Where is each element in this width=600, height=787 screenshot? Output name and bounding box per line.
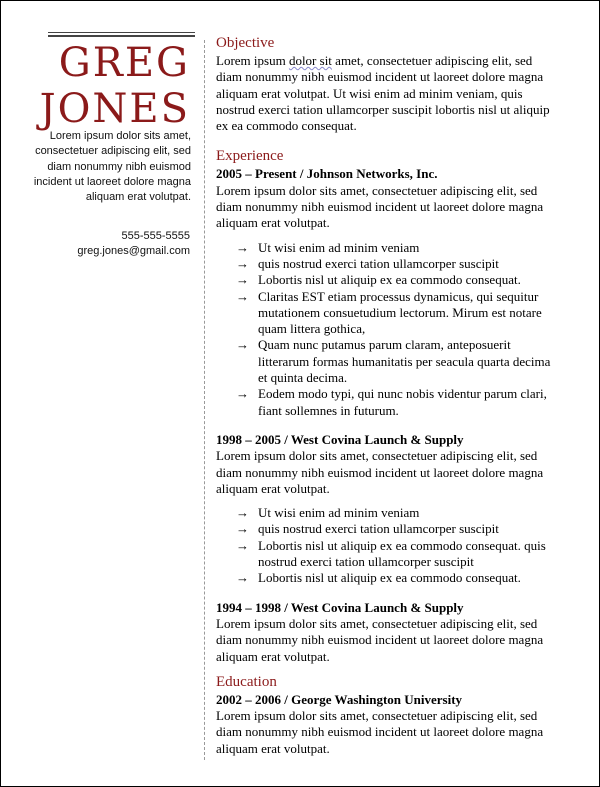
bullet-text: Ut wisi enim ad minim veniam (258, 505, 420, 521)
education-title: 2002 – 2006 / George Washington University (216, 691, 463, 707)
objective-text-start: Lorem ipsum (216, 53, 289, 68)
arrow-right-icon: → (236, 255, 249, 271)
arrow-right-icon: → (236, 386, 249, 402)
arrow-right-icon: → (236, 272, 249, 288)
bullet-item (216, 337, 556, 386)
bullet-text: Lobortis nisl ut aliquip ex ea commodo consequat. (258, 570, 521, 586)
bullet-item (216, 289, 556, 338)
phone-number: 555-555-5555 (121, 230, 190, 242)
objective-text (216, 53, 556, 134)
bullet-item (216, 240, 556, 256)
job-bullet-list (216, 505, 556, 586)
arrow-right-icon: → (236, 337, 249, 353)
education-heading: Education (216, 673, 277, 690)
bullet-text: Eodem modo typi, qui nunc nobis videntur parum clari, fiant sollemnes in futurum. (258, 386, 547, 418)
arrow-right-icon: → (236, 521, 249, 537)
bullet-text: Ut wisi enim ad minim veniam (258, 239, 420, 255)
main-column (216, 34, 556, 757)
bullet-item (216, 256, 556, 272)
bullet-item (216, 538, 556, 571)
job-bullet-list (216, 240, 556, 419)
job-description: Lorem ipsum dolor sits amet, consectetuer adipiscing elit, sed diam nonummy nibh euismod incident ut laoreet dolore magna aliquam erat volutpat. (216, 182, 544, 231)
job-title: 1998 – 2005 / West Covina Launch & Supply (216, 431, 464, 447)
header-rule-top (48, 32, 195, 33)
job-title: 1994 – 1998 / West Covina Launch & Supply (216, 599, 464, 615)
bullet-text: quis nostrud exerci tation ullamcorper suscipit (258, 255, 499, 271)
last-name: JONES (39, 86, 190, 132)
column-divider (204, 40, 205, 760)
experience-heading: Experience (216, 148, 284, 165)
arrow-right-icon: → (236, 505, 249, 521)
arrow-right-icon: → (236, 288, 249, 304)
job-description: Lorem ipsum dolor sits amet, consectetuer adipiscing elit, sed diam nonummy nibh euismod incident ut laoreet dolore magna aliquam erat volutpat. (216, 615, 544, 664)
bullet-item (216, 521, 556, 537)
profile-summary: Lorem ipsum dolor sits amet, consectetuer adipiscing elit, sed diam nonummy nibh euismod incident ut laoreet dolore magna aliquam erat volutpat. (33, 130, 191, 204)
header-rule-bottom (48, 35, 195, 37)
first-name: GREG (58, 40, 190, 86)
bullet-text: Lobortis nisl ut aliquip ex ea commodo consequat. (258, 272, 521, 288)
objective-heading: Objective (216, 35, 275, 51)
arrow-right-icon: → (236, 537, 249, 553)
bullet-text: quis nostrud exerci tation ullamcorper suscipit (258, 521, 499, 537)
job-title: 2005 – Present / Johnson Networks, Inc. (216, 166, 438, 182)
arrow-right-icon: → (236, 570, 249, 586)
bullet-text: Quam nunc putamus parum claram, anteposuerit litterarum formas humanitatis per seacula quarta decima et quinta decima. (258, 337, 551, 386)
objective-text-rest: amet, consectetuer adipiscing elit, sed diam nonummy nibh euismod incident ut laoreet dolore magna aliquam erat volutpat. Ut wisi enim ad minim veniam, quis nostrud exerci tation ullamcorper suscipit lobortis nisl ut aliquip ex ea commodo consequat. (216, 53, 550, 134)
bullet-item (216, 505, 556, 521)
education-description: Lorem ipsum dolor sits amet, consectetuer adipiscing elit, sed diam nonummy nibh euismod incident ut laoreet dolore magna aliquam erat volutpat. (216, 708, 544, 756)
bullet-item (216, 386, 556, 419)
bullet-text: Lobortis nisl ut aliquip ex ea commodo consequat. quis nostrud exerci tation ullamcorper suscipit (258, 537, 546, 570)
bullet-item (216, 272, 556, 288)
bullet-item (216, 570, 556, 586)
arrow-right-icon: → (236, 239, 249, 255)
job-description: Lorem ipsum dolor sits amet, consectetuer adipiscing elit, sed diam nonummy nibh euismod incident ut laoreet dolore magna aliquam erat volutpat. (216, 448, 544, 496)
bullet-text: Claritas EST etiam processus dynamicus, qui sequitur mutationem consuetudium lectorum. Mirum est notare quam littera gothica, (258, 288, 542, 337)
objective-text-flagged: dolor sit (288, 53, 332, 68)
email-address[interactable]: greg.jones@gmail.com (77, 245, 190, 257)
